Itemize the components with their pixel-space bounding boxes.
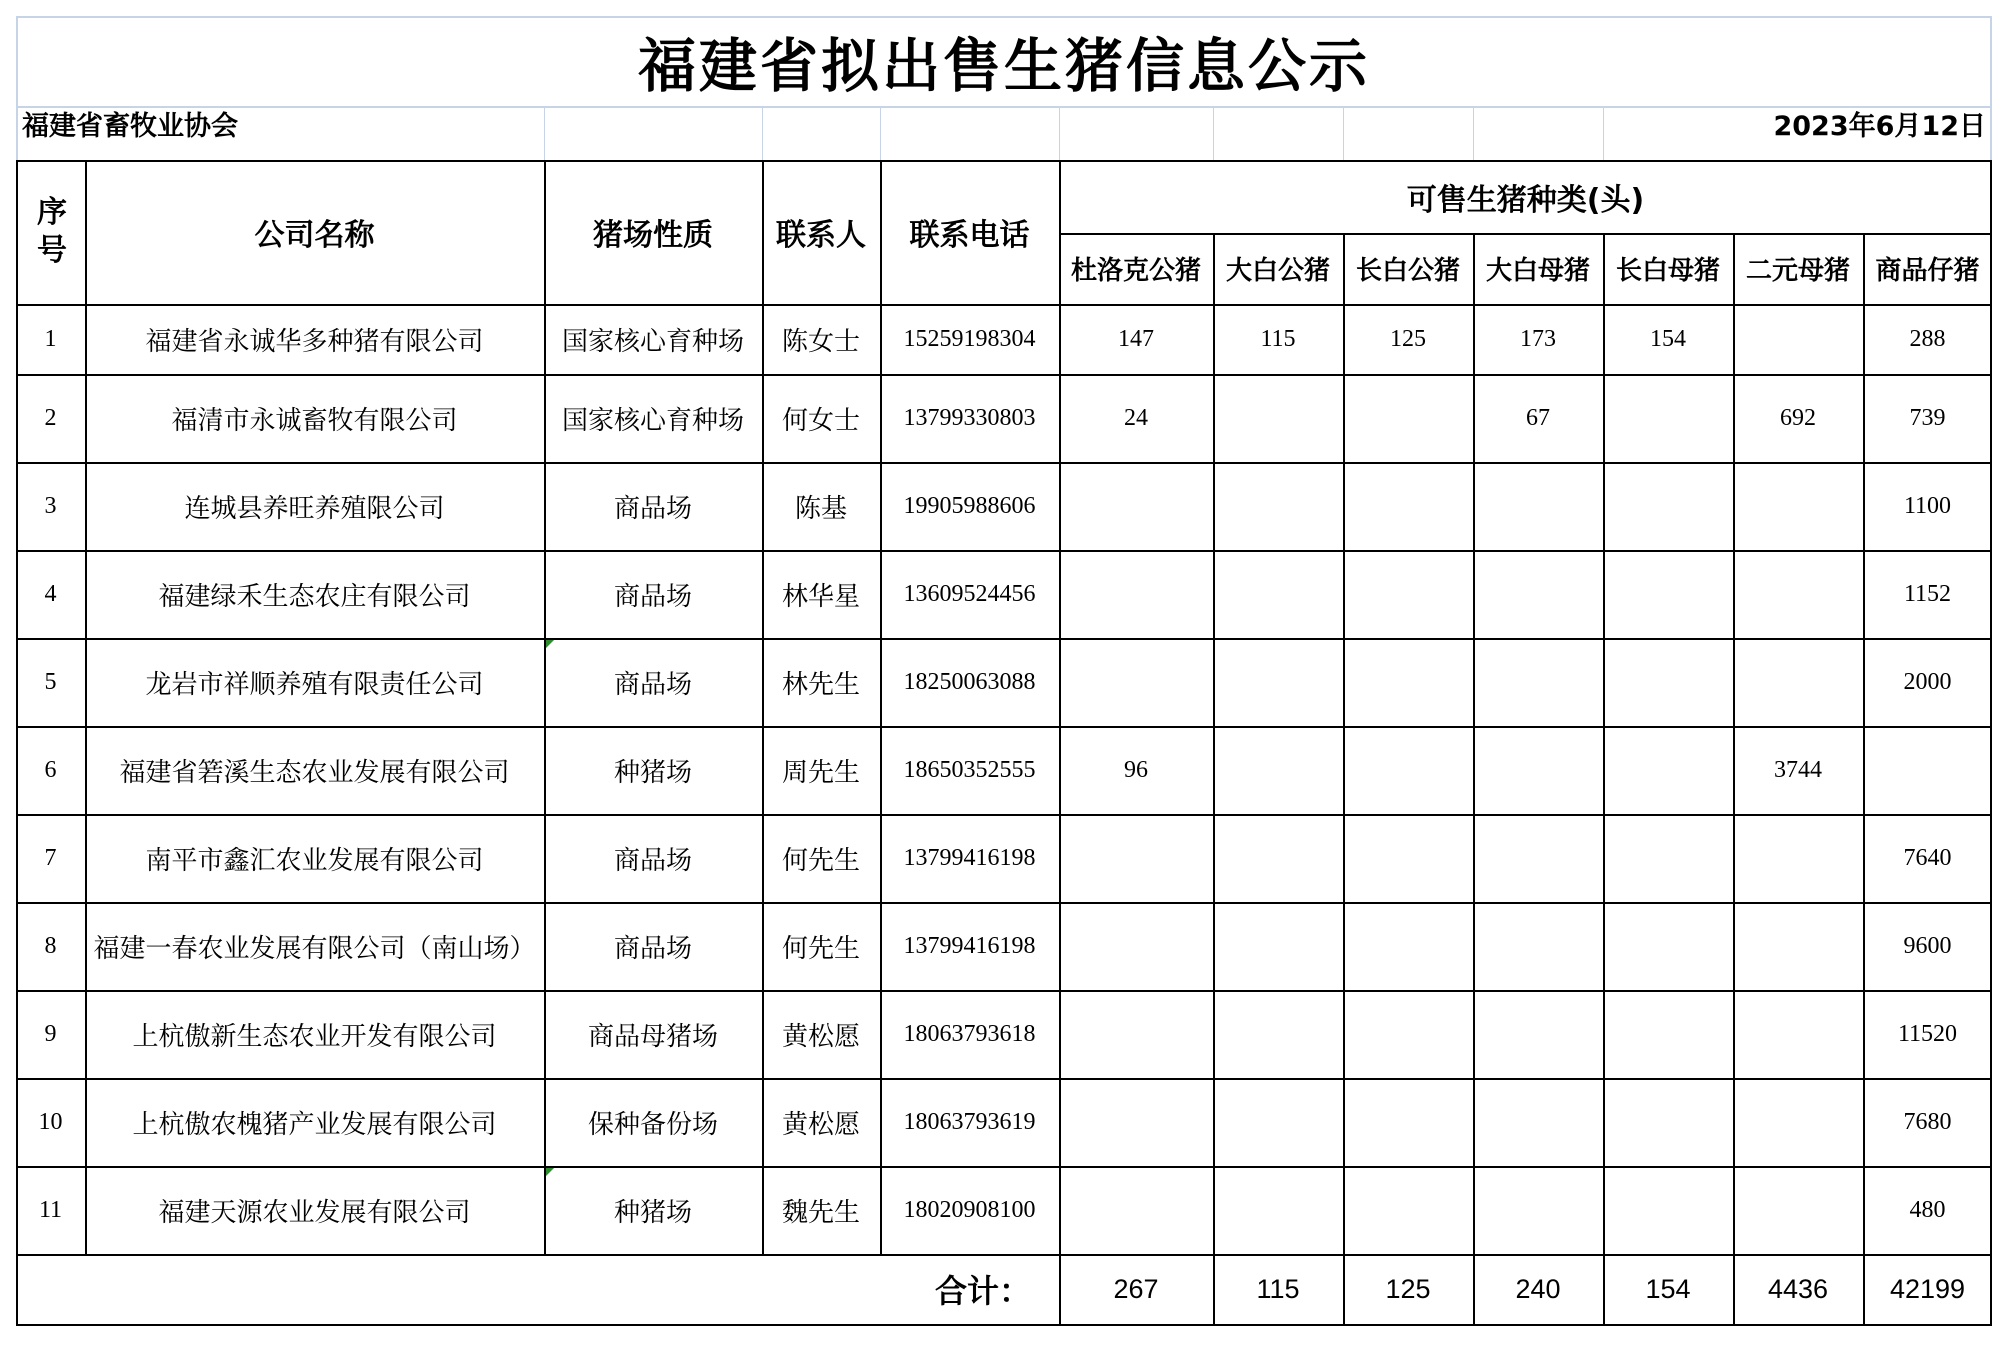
row-farm-type: 商品场: [613, 845, 692, 876]
header-type-0: 杜洛克公猪: [1070, 256, 1201, 286]
row-phone: 18063793619: [903, 1108, 1036, 1135]
grid-line: [85, 160, 87, 1254]
grid-line: [1343, 108, 1344, 160]
row-count: [1603, 1166, 1733, 1254]
row-contact: 林华星: [781, 581, 860, 612]
row-count: 288: [1909, 325, 1946, 352]
grid-line: [16, 304, 1992, 306]
row-phone: 13609524456: [903, 580, 1036, 607]
row-count: [1343, 638, 1473, 726]
row-count: 7640: [1903, 844, 1952, 871]
row-phone: 18020908100: [903, 1196, 1036, 1223]
row-company: 上杭傲新生态农业开发有限公司: [132, 1021, 497, 1052]
grid-line: [16, 638, 1992, 640]
total-label: 合计：: [934, 1272, 1031, 1310]
row-company: 福清市永诚畜牧有限公司: [171, 405, 458, 436]
row-count: [1473, 726, 1603, 814]
row-contact: 何先生: [781, 933, 860, 964]
grid-line: [1213, 108, 1214, 160]
row-count: [1473, 462, 1603, 550]
row-company: 连城县养旺养殖限公司: [184, 493, 445, 524]
row-count: [1733, 462, 1863, 550]
grid-line: [16, 106, 1992, 108]
grid-line: [1733, 233, 1735, 1324]
pig-sales-sheet: [16, 16, 1992, 1350]
header-seq: 序号: [37, 195, 67, 268]
row-count: 7680: [1903, 1108, 1952, 1135]
organization-name: 福建省畜牧业协会: [22, 110, 238, 142]
row-count: 692: [1780, 404, 1816, 431]
row-seq: 11: [38, 1196, 63, 1223]
header-pig-types-group: 可售生猪种类(头): [1406, 182, 1645, 218]
row-count: [1343, 1166, 1473, 1254]
row-count: [1343, 990, 1473, 1078]
row-count: [1473, 990, 1603, 1078]
row-seq: 3: [44, 492, 57, 519]
row-seq: 6: [44, 756, 57, 783]
row-count: [1059, 814, 1213, 902]
grid-line: [16, 550, 1992, 552]
row-seq: 10: [38, 1108, 63, 1135]
grid-line: [16, 1324, 1992, 1326]
row-seq: 9: [44, 1020, 57, 1047]
row-count: [1603, 374, 1733, 462]
grid-line: [880, 160, 882, 1254]
row-count: [1213, 638, 1343, 726]
grid-line: [1990, 16, 1992, 160]
row-company: 福建省箬溪生态农业发展有限公司: [119, 757, 510, 788]
row-count: [1343, 814, 1473, 902]
row-farm-type: 保种备份场: [587, 1109, 718, 1140]
row-seq: 4: [44, 580, 57, 607]
row-contact: 黄松愿: [781, 1109, 860, 1140]
row-count: [1343, 1078, 1473, 1166]
header-type-2: 长白公猪: [1355, 256, 1460, 286]
grid-line: [16, 16, 18, 160]
row-count: [1603, 990, 1733, 1078]
row-count: 480: [1909, 1196, 1946, 1223]
row-count: [1343, 462, 1473, 550]
row-count: 147: [1118, 325, 1154, 352]
row-count: [1059, 1166, 1213, 1254]
header-phone: 联系电话: [909, 218, 1030, 253]
row-count: [1473, 1078, 1603, 1166]
row-seq: 1: [44, 325, 57, 352]
row-phone: 13799330803: [903, 404, 1036, 431]
row-count: [1213, 1166, 1343, 1254]
row-farm-type: 国家核心育种场: [561, 326, 744, 357]
row-count: [1473, 1166, 1603, 1254]
row-phone: 19905988606: [903, 492, 1036, 519]
row-phone: 13799416198: [903, 932, 1036, 959]
total-value: 240: [1515, 1273, 1561, 1304]
row-phone: 18650352555: [903, 756, 1036, 783]
row-count: [1473, 550, 1603, 638]
row-count: 11520: [1897, 1020, 1958, 1047]
row-phone: 13799416198: [903, 844, 1036, 871]
row-company: 福建一春农业发展有限公司（南山场）: [93, 933, 536, 964]
row-count: [1213, 1078, 1343, 1166]
row-company: 福建绿禾生态农庄有限公司: [158, 581, 471, 612]
row-farm-type: 种猪场: [613, 1197, 692, 1228]
row-count: 173: [1520, 325, 1556, 352]
grid-line: [1059, 108, 1060, 160]
publish-date: 2023年6月12日: [1773, 110, 1986, 142]
header-type-6: 商品仔猪: [1875, 256, 1980, 286]
row-farm-type: 国家核心育种场: [561, 405, 744, 436]
header-farm-type: 猪场性质: [593, 218, 713, 253]
total-value: 115: [1256, 1273, 1300, 1304]
header-type-1: 大白公猪: [1225, 256, 1330, 286]
row-contact: 魏先生: [781, 1197, 860, 1228]
grid-line: [1603, 233, 1605, 1324]
row-count: 3744: [1774, 756, 1822, 783]
grid-line: [1473, 233, 1475, 1324]
row-count: [1733, 1078, 1863, 1166]
grid-line: [762, 108, 763, 160]
row-company: 南平市鑫汇农业发展有限公司: [145, 845, 484, 876]
row-count: [1603, 462, 1733, 550]
row-contact: 黄松愿: [781, 1021, 860, 1052]
row-count: [1733, 1166, 1863, 1254]
header-type-5: 二元母猪: [1745, 256, 1850, 286]
row-count: [1733, 550, 1863, 638]
row-count: [1059, 462, 1213, 550]
row-count: [1603, 1078, 1733, 1166]
row-count: [1733, 814, 1863, 902]
row-phone: 18063793618: [903, 1020, 1036, 1047]
grid-line: [1473, 108, 1474, 160]
total-value: 42199: [1889, 1273, 1966, 1304]
row-count: [1603, 638, 1733, 726]
grid-line: [16, 160, 18, 1326]
row-contact: 何先生: [781, 845, 860, 876]
grid-line: [544, 108, 545, 160]
row-phone: 18250063088: [903, 668, 1036, 695]
row-count: [1343, 902, 1473, 990]
row-contact: 何女士: [781, 405, 860, 436]
row-count: 739: [1909, 404, 1946, 431]
grid-line: [16, 374, 1992, 376]
grid-line: [762, 160, 764, 1254]
grid-line: [16, 160, 1992, 162]
row-farm-type: 商品场: [613, 933, 692, 964]
row-count: [1213, 990, 1343, 1078]
grid-line: [16, 1166, 1992, 1168]
grid-line: [16, 1078, 1992, 1080]
grid-line: [16, 814, 1992, 816]
grid-line: [16, 726, 1992, 728]
grid-line: [1059, 160, 1061, 1324]
row-count: 67: [1526, 404, 1550, 431]
grid-line: [1863, 233, 1865, 1324]
row-count: [1473, 638, 1603, 726]
row-count: [1733, 902, 1863, 990]
row-seq: 2: [44, 404, 57, 431]
grid-line: [16, 16, 1992, 18]
row-seq: 8: [44, 932, 57, 959]
row-seq: 5: [44, 668, 57, 695]
grid-line: [1059, 233, 1992, 235]
row-company: 福建天源农业发展有限公司: [158, 1197, 471, 1228]
row-company: 上杭傲农槐猪产业发展有限公司: [132, 1109, 497, 1140]
row-count: 9600: [1903, 932, 1952, 959]
row-count: [1733, 990, 1863, 1078]
cell-comment-marker: [546, 640, 554, 648]
row-count: [1213, 462, 1343, 550]
row-farm-type: 商品场: [613, 581, 692, 612]
grid-line: [1990, 160, 1992, 1326]
row-farm-type: 商品母猪场: [587, 1021, 718, 1052]
grid-line: [16, 1254, 1992, 1256]
row-count: [1213, 902, 1343, 990]
row-count: [1213, 374, 1343, 462]
row-count: [1603, 726, 1733, 814]
row-count: [1059, 902, 1213, 990]
row-count: 2000: [1903, 668, 1952, 695]
row-count: [1733, 638, 1863, 726]
grid-line: [1343, 233, 1345, 1324]
header-contact: 联系人: [776, 218, 866, 253]
row-count: [1059, 638, 1213, 726]
row-contact: 林先生: [781, 669, 860, 700]
grid-line: [16, 462, 1992, 464]
total-value: 4436: [1767, 1273, 1829, 1304]
row-count: [1059, 990, 1213, 1078]
row-count: [1863, 726, 1992, 814]
row-farm-type: 商品场: [613, 493, 692, 524]
row-count: [1059, 550, 1213, 638]
row-contact: 周先生: [781, 757, 860, 788]
row-company: 龙岩市祥顺养殖有限责任公司: [145, 669, 484, 700]
row-count: [1473, 902, 1603, 990]
row-count: 96: [1124, 756, 1148, 783]
total-value: 154: [1645, 1273, 1691, 1304]
row-contact: 陈女士: [781, 326, 860, 357]
row-count: [1473, 814, 1603, 902]
row-count: 1100: [1903, 492, 1952, 519]
row-count: [1343, 374, 1473, 462]
row-count: [1603, 550, 1733, 638]
row-phone: 15259198304: [903, 325, 1036, 352]
grid-line: [880, 108, 881, 160]
row-count: [1059, 1078, 1213, 1166]
grid-line: [16, 990, 1992, 992]
grid-line: [16, 902, 1992, 904]
row-count: [1343, 550, 1473, 638]
grid-line: [1213, 233, 1215, 1324]
row-count: [1603, 814, 1733, 902]
sheet-title: 福建省拟出售生猪信息公示: [637, 32, 1370, 100]
header-company: 公司名称: [254, 218, 375, 253]
row-farm-type: 商品场: [613, 669, 692, 700]
row-count: [1603, 902, 1733, 990]
row-seq: 7: [44, 844, 57, 871]
row-count: 1152: [1903, 580, 1952, 607]
header-type-4: 长白母猪: [1615, 256, 1720, 286]
row-count: 125: [1390, 325, 1426, 352]
row-count: 115: [1260, 325, 1296, 352]
row-count: [1213, 814, 1343, 902]
grid-line: [1603, 108, 1604, 160]
total-value: 125: [1385, 1273, 1431, 1304]
row-company: 福建省永诚华多种猪有限公司: [145, 326, 484, 357]
grid-line: [544, 160, 546, 1254]
row-count: [1343, 726, 1473, 814]
cell-comment-marker: [546, 1168, 554, 1176]
total-value: 267: [1113, 1273, 1159, 1304]
row-count: [1733, 304, 1863, 374]
row-count: 154: [1650, 325, 1686, 352]
header-type-3: 大白母猪: [1485, 256, 1590, 286]
row-contact: 陈基: [794, 493, 847, 524]
row-farm-type: 种猪场: [613, 757, 692, 788]
row-count: [1213, 550, 1343, 638]
row-count: [1213, 726, 1343, 814]
row-count: 24: [1124, 404, 1148, 431]
